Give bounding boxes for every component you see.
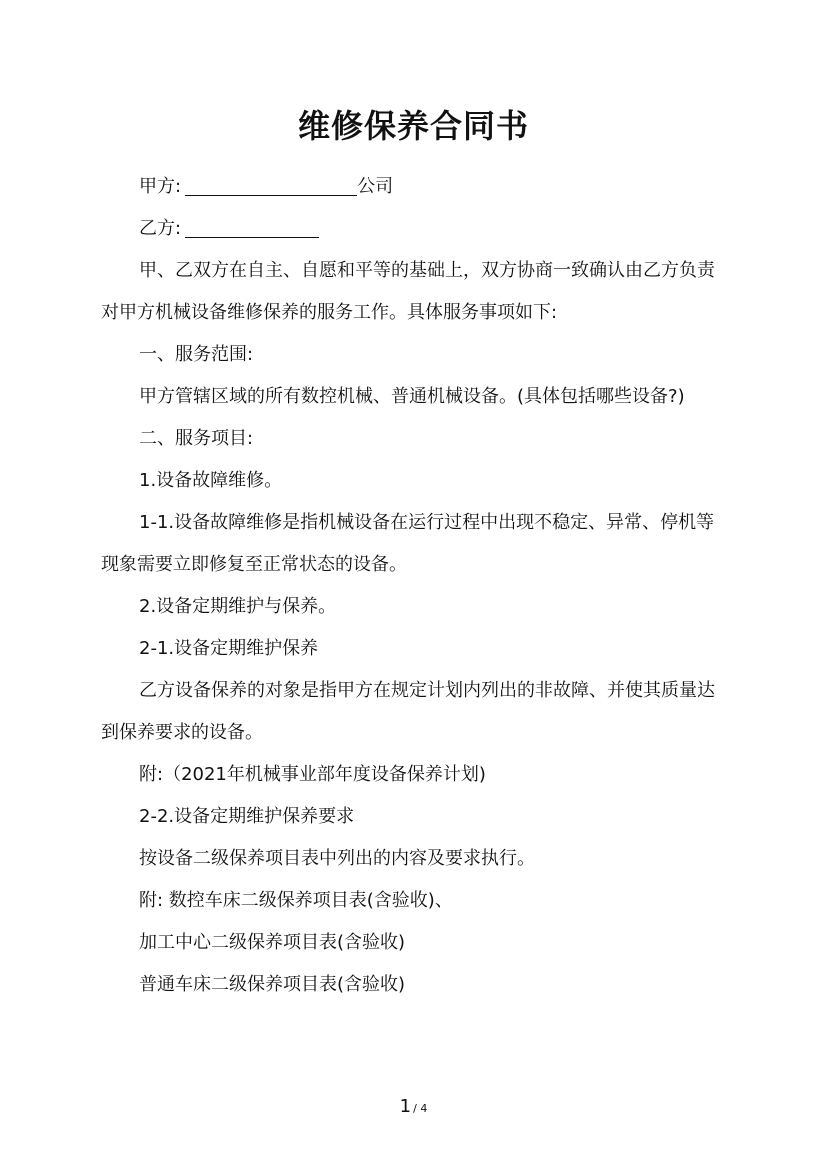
item-1-1: 1-1.设备故障维修是指机械设备在运行过程中出现不稳定、异常、停机等现象需要立即修复至正常状态的设备。 xyxy=(101,512,715,575)
paragraph-intro: 甲、乙双方在自主、自愿和平等的基础上，双方协商一致确认由乙方负责对甲方机械设备维修保养的服务工作。具体服务事项如下: xyxy=(101,260,715,323)
attachment-cnc-lathe: 附: 数控车床二级保养项目表(含验收)、 xyxy=(139,890,453,911)
item-2-1: 2-1.设备定期维护保养 xyxy=(139,638,319,659)
heading-service-scope: 一、服务范围: xyxy=(139,344,254,365)
item-2: 2.设备定期维护与保养。 xyxy=(139,596,337,617)
item-1: 1.设备故障维修。 xyxy=(139,470,283,491)
party-b-blank xyxy=(185,217,319,238)
document-body xyxy=(101,166,725,1006)
paragraph-service-scope: 甲方管辖区域的所有数控机械、普通机械设备。(具体包括哪些设备?) xyxy=(139,386,685,407)
party-b-label: 乙方: xyxy=(139,218,182,239)
item-2-2: 2-2.设备定期维护保养要求 xyxy=(139,806,355,827)
paragraph-execution: 按设备二级保养项目表中列出的内容及要求执行。 xyxy=(139,848,535,869)
party-a-suffix: 公司 xyxy=(357,176,394,197)
heading-service-items: 二、服务项目: xyxy=(139,428,254,449)
party-b-line xyxy=(101,208,725,250)
party-a-label: 甲方: xyxy=(139,176,182,197)
party-a-line xyxy=(101,166,725,208)
page-number: 1 xyxy=(399,1096,412,1117)
attachment-annual-plan: 附:（2021年机械事业部年度设备保养计划) xyxy=(139,764,486,785)
attachment-machining-center: 加工中心二级保养项目表(含验收) xyxy=(139,932,406,953)
paragraph-maintenance-object: 乙方设备保养的对象是指甲方在规定计划内列出的非故障、并使其质量达到保养要求的设备。 xyxy=(101,680,715,743)
party-a-blank xyxy=(185,175,357,196)
page-footer xyxy=(0,1093,827,1123)
attachment-ordinary-lathe: 普通车床二级保养项目表(含验收) xyxy=(139,974,406,995)
page-total: / 4 xyxy=(413,1102,428,1115)
document-title: 维修保养合同书 xyxy=(297,107,529,145)
